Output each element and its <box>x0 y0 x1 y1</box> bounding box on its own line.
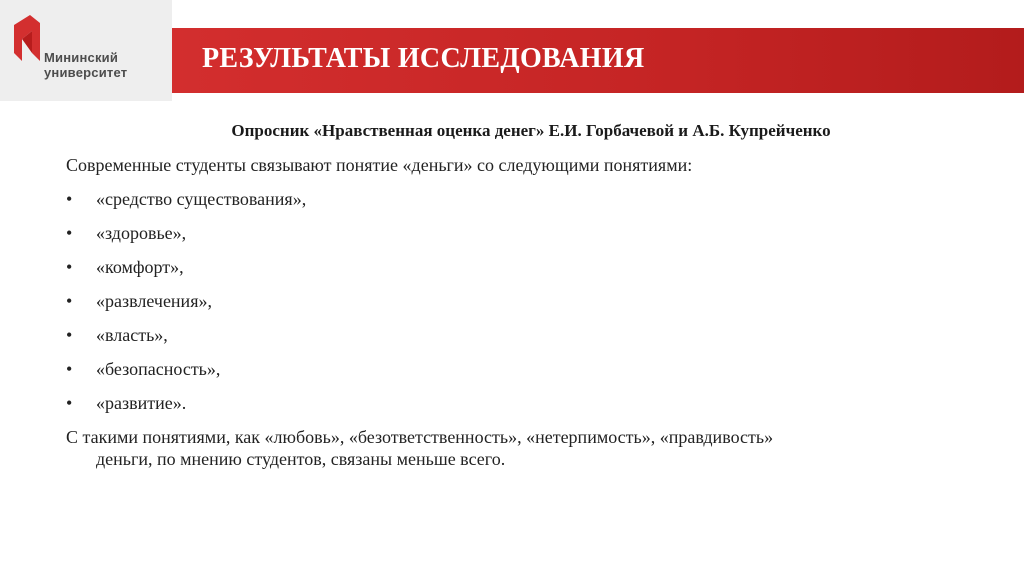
bullet-icon: • <box>66 359 73 379</box>
bullet-icon: • <box>66 189 73 209</box>
bullet-icon: • <box>66 257 73 277</box>
slide-content <box>66 120 966 470</box>
list-item <box>66 256 966 290</box>
bullet-icon: • <box>66 393 73 413</box>
list-item <box>66 188 966 222</box>
list-item <box>66 324 966 358</box>
concept-list <box>66 188 966 426</box>
list-item <box>66 358 966 392</box>
list-item-text: «безопасность», <box>96 359 221 379</box>
list-item <box>66 392 966 426</box>
bullet-icon: • <box>66 223 73 243</box>
conclusion-line2: деньги, по мнению студентов, связаны меньше всего. <box>96 449 506 469</box>
logo-line2: университет <box>44 65 128 80</box>
title-bar <box>172 28 1024 93</box>
bullet-icon: • <box>66 291 73 311</box>
list-item-text: «комфорт», <box>96 257 184 277</box>
list-item-text: «средство существования», <box>96 189 307 209</box>
page-title: РЕЗУЛЬТАТЫ ИССЛЕДОВАНИЯ <box>202 43 645 74</box>
list-item-text: «развитие». <box>96 393 187 413</box>
list-item-text: «здоровье», <box>96 223 187 243</box>
list-item-text: «развлечения», <box>96 291 212 311</box>
list-item-text: «власть», <box>96 325 168 345</box>
list-item <box>66 222 966 256</box>
conclusion-text <box>66 426 966 470</box>
conclusion-line1: С такими понятиями, как «любовь», «безответственность», «нетерпимость», «правдивость» <box>66 427 774 447</box>
bullet-icon: • <box>66 325 73 345</box>
list-item <box>66 290 966 324</box>
university-logo-icon <box>12 13 42 63</box>
questionnaire-subtitle: Опросник «Нравственная оценка денег» Е.И. Горбачевой и А.Б. Купрейченко <box>231 121 831 140</box>
logo-line1: Мининский <box>44 50 119 65</box>
logo-text <box>44 50 127 80</box>
logo-panel <box>0 0 172 101</box>
intro-text: Современные студенты связывают понятие «деньги» со следующими понятиями: <box>66 155 693 175</box>
